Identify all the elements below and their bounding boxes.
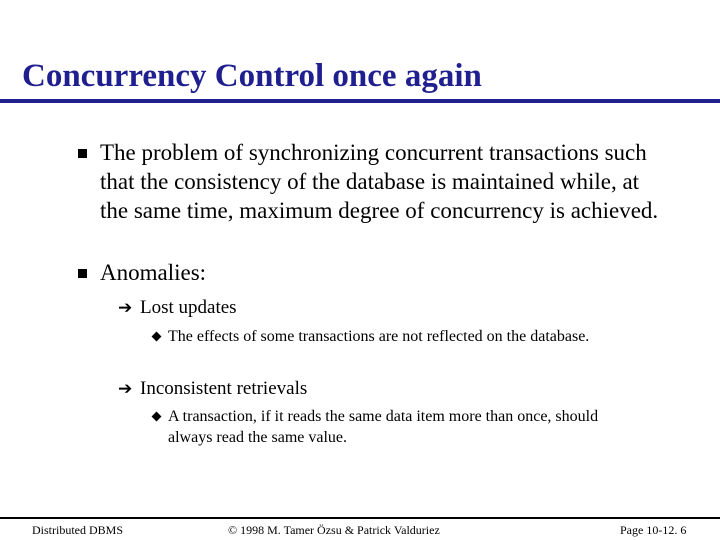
bullet-text: Anomalies: bbox=[100, 260, 207, 285]
arrow-bullet-icon: ➔ bbox=[118, 298, 133, 317]
arrow-bullet-icon: ➔ bbox=[118, 379, 133, 398]
footer-divider bbox=[0, 517, 720, 519]
subitem-detail: A transaction, if it reads the same data item more than once, should always read the same value. bbox=[168, 408, 599, 446]
diamond-bullet-icon bbox=[152, 412, 162, 422]
subitem-detail: The effects of some transactions are not reflected on the database. bbox=[168, 328, 590, 345]
footer-page-number: Page 10-12. 6 bbox=[620, 523, 687, 537]
slide-title: Concurrency Control once again bbox=[22, 58, 482, 94]
title-underline bbox=[0, 99, 720, 103]
square-bullet-icon bbox=[78, 269, 87, 278]
footer-left: Distributed DBMS bbox=[32, 523, 124, 537]
footer-copyright: © 1998 M. Tamer Özsu & Patrick Valduriez bbox=[228, 523, 440, 537]
bullet-text: The problem of synchronizing concurrent transactions such that the consistency of the database is maintained while, at the same time, maximum degree of concurrency is achieved. bbox=[100, 140, 659, 223]
diamond-bullet-icon bbox=[152, 332, 162, 342]
square-bullet-icon bbox=[78, 149, 87, 158]
subitem-label: Inconsistent retrievals bbox=[140, 378, 308, 399]
subitem-label: Lost updates bbox=[140, 297, 237, 318]
